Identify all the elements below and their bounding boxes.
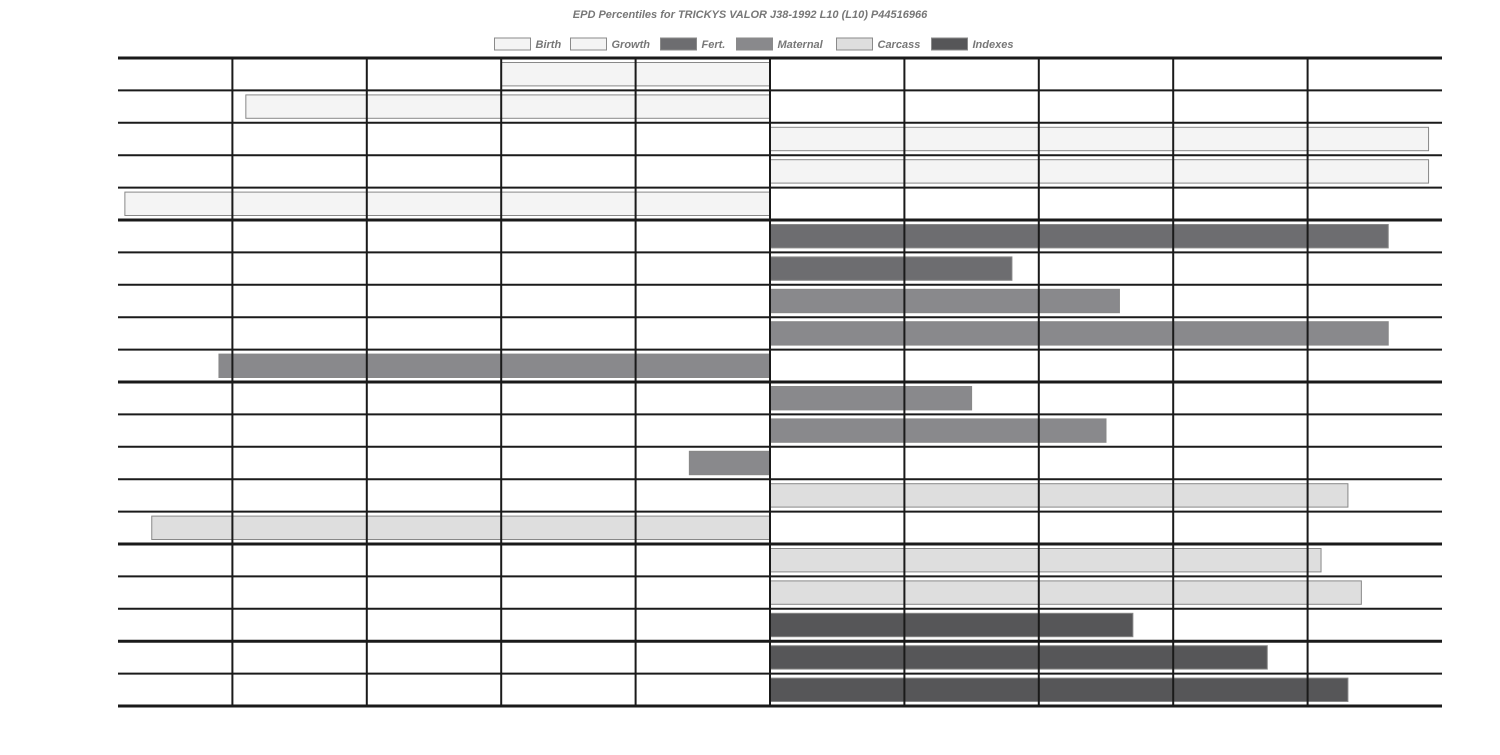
legend-item — [495, 38, 562, 51]
legend-label: Indexes — [972, 39, 1014, 51]
chart-title: EPD Percentiles for TRICKYS VALOR J38-1992 L10 (L10) P44516966 — [572, 9, 928, 21]
legend-swatch — [571, 38, 607, 50]
bar-growth — [125, 192, 770, 215]
bar-carcass — [770, 549, 1321, 572]
bar-carcass — [770, 581, 1361, 604]
legend-item — [932, 38, 1014, 51]
legend-swatch — [837, 38, 873, 50]
bar-birth — [246, 95, 770, 118]
legend-label: Carcass — [877, 39, 921, 51]
legend-item — [837, 38, 921, 51]
legend-swatch — [932, 38, 968, 50]
legend-item — [661, 38, 726, 51]
bar-carcass — [152, 516, 770, 539]
legend-swatch — [737, 38, 773, 50]
bar-carcass — [770, 484, 1348, 507]
bar-indexes — [770, 613, 1133, 636]
bar-fert — [770, 257, 1012, 280]
bar-indexes — [770, 646, 1267, 669]
legend-label: Fert. — [701, 39, 726, 51]
bar-fert — [770, 225, 1388, 248]
legend-label: Maternal — [777, 39, 823, 51]
grid-layer — [118, 58, 1442, 706]
bar-growth — [770, 160, 1429, 183]
bar-indexes — [770, 678, 1348, 701]
bar-maternal — [770, 387, 972, 410]
legend-item — [571, 38, 651, 51]
bar-maternal — [770, 289, 1119, 312]
bar-maternal — [219, 354, 770, 377]
bar-maternal — [770, 419, 1106, 442]
legend-item — [737, 38, 824, 51]
chart-legend — [495, 38, 1014, 51]
legend-swatch — [661, 38, 697, 50]
legend-swatch — [495, 38, 531, 50]
bar-maternal — [689, 451, 770, 474]
bar-growth — [770, 127, 1429, 150]
legend-label: Growth — [611, 39, 650, 51]
legend-label: Birth — [535, 39, 562, 51]
bar-maternal — [770, 322, 1388, 345]
